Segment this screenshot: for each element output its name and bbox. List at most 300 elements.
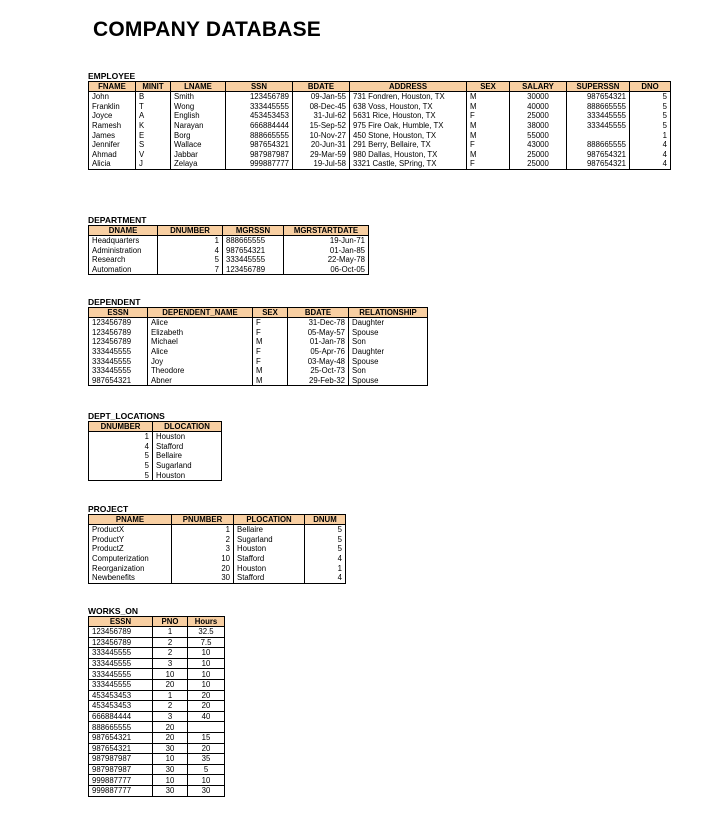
table-cell: Elizabeth — [148, 328, 253, 338]
table-cell: 4 — [305, 554, 346, 564]
table-cell: Joy — [148, 356, 253, 366]
table-cell: 333445555 — [567, 111, 630, 121]
table-cell: 10 — [188, 648, 225, 659]
table-row — [89, 121, 671, 131]
project-table — [88, 514, 346, 584]
table-cell — [188, 722, 225, 733]
table-cell: 03-May-48 — [288, 356, 349, 366]
table-cell: K — [136, 121, 171, 131]
table-cell: A — [136, 111, 171, 121]
dependent-section — [88, 297, 428, 386]
table-cell: 888665555 — [226, 130, 293, 140]
table-cell: V — [136, 150, 171, 160]
table-cell: 333445555 — [89, 648, 153, 659]
table-cell: 08-Dec-45 — [293, 102, 350, 112]
table-cell: 999887777 — [89, 775, 153, 786]
project-section — [88, 504, 346, 584]
table-cell: M — [467, 92, 510, 102]
table-cell: 20 — [172, 563, 234, 573]
column-header: PLOCATION — [234, 515, 305, 525]
table-row — [89, 732, 225, 743]
column-header: BDATE — [288, 308, 349, 318]
table-cell: 333445555 — [89, 679, 153, 690]
table-cell: 5 — [89, 461, 153, 471]
table-row — [89, 356, 428, 366]
department-table — [88, 225, 369, 275]
table-cell: 999887777 — [89, 785, 153, 796]
table-cell: 888665555 — [567, 140, 630, 150]
table-cell: 2 — [153, 648, 188, 659]
table-cell: 987654321 — [567, 150, 630, 160]
table-cell: 2 — [153, 701, 188, 712]
table-cell: 123456789 — [89, 637, 153, 648]
table-cell: 30 — [172, 573, 234, 583]
table-cell: Alicia — [89, 159, 136, 169]
project-caption: PROJECT — [88, 504, 129, 514]
table-cell: J — [136, 159, 171, 169]
column-header: SEX — [253, 308, 288, 318]
table-row — [89, 318, 428, 328]
table-cell: 38000 — [510, 121, 567, 131]
column-header: PNO — [153, 617, 188, 627]
table-row — [89, 658, 225, 669]
table-cell: 888665555 — [89, 722, 153, 733]
table-cell: 1 — [153, 690, 188, 701]
column-header: DNUM — [305, 515, 346, 525]
table-row — [89, 140, 671, 150]
table-cell: 30000 — [510, 92, 567, 102]
table-row — [89, 754, 225, 765]
table-row — [89, 573, 346, 583]
table-cell: ProductX — [89, 525, 172, 535]
employee-section — [88, 71, 671, 170]
table-row — [89, 111, 671, 121]
table-cell: 888665555 — [223, 236, 284, 246]
table-cell: 333445555 — [567, 121, 630, 131]
table-cell: M — [467, 150, 510, 160]
table-cell: 333445555 — [226, 102, 293, 112]
table-cell: M — [467, 121, 510, 131]
table-cell: 5631 Rice, Houston, TX — [350, 111, 467, 121]
table-cell: F — [253, 347, 288, 357]
table-row — [89, 347, 428, 357]
table-cell: 3 — [172, 544, 234, 554]
table-cell: Spouse — [349, 328, 428, 338]
table-cell: 987987987 — [226, 150, 293, 160]
table-cell: 123456789 — [223, 265, 284, 275]
table-cell: 30 — [153, 785, 188, 796]
table-row — [89, 701, 225, 712]
table-row — [89, 337, 428, 347]
table-cell: 1 — [305, 563, 346, 573]
column-header: PNUMBER — [172, 515, 234, 525]
table-cell: 123456789 — [89, 328, 148, 338]
works-on-section — [88, 606, 225, 797]
table-cell: Stafford — [153, 442, 222, 452]
table-cell: 20 — [153, 722, 188, 733]
table-cell: Franklin — [89, 102, 136, 112]
table-cell: 987654321 — [223, 246, 284, 256]
table-cell: Alice — [148, 318, 253, 328]
table-cell: English — [171, 111, 226, 121]
table-cell: 5 — [305, 535, 346, 545]
table-row — [89, 679, 225, 690]
table-cell: Stafford — [234, 554, 305, 564]
table-cell: Borg — [171, 130, 226, 140]
table-cell: 5 — [305, 525, 346, 535]
table-cell: 10 — [153, 775, 188, 786]
column-header: SSN — [226, 82, 293, 92]
table-cell: 975 Fire Oak, Humble, TX — [350, 121, 467, 131]
table-cell: 01-Jan-85 — [284, 246, 369, 256]
table-cell: 10-Nov-27 — [293, 130, 350, 140]
table-row — [89, 92, 671, 102]
table-row — [89, 150, 671, 160]
table-cell: 40000 — [510, 102, 567, 112]
column-header: RELATIONSHIP — [349, 308, 428, 318]
employee-caption: EMPLOYEE — [88, 71, 136, 81]
table-cell: Bellaire — [234, 525, 305, 535]
works-on-caption: WORKS_ON — [88, 606, 139, 616]
table-cell: 30 — [153, 764, 188, 775]
table-cell: Newbenefits — [89, 573, 172, 583]
table-row — [89, 470, 222, 480]
table-cell: 123456789 — [226, 92, 293, 102]
table-row — [89, 627, 225, 638]
table-row — [89, 775, 225, 786]
table-cell: E — [136, 130, 171, 140]
table-cell: John — [89, 92, 136, 102]
table-cell: 40 — [188, 711, 225, 722]
table-row — [89, 690, 225, 701]
table-cell: 1 — [153, 627, 188, 638]
table-row — [89, 366, 428, 376]
table-cell: Headquarters — [89, 236, 158, 246]
table-cell: Wallace — [171, 140, 226, 150]
table-cell: 333445555 — [89, 669, 153, 680]
table-cell: 19-Jun-71 — [284, 236, 369, 246]
table-row — [89, 722, 225, 733]
column-header: MGRSSN — [223, 226, 284, 236]
employee-table — [88, 81, 671, 170]
column-header: BDATE — [293, 82, 350, 92]
table-cell: 01-Jan-78 — [288, 337, 349, 347]
table-cell: 31-Dec-78 — [288, 318, 349, 328]
table-cell: 31-Jul-62 — [293, 111, 350, 121]
table-cell: F — [467, 140, 510, 150]
table-row — [89, 535, 346, 545]
table-cell: 20 — [153, 679, 188, 690]
table-cell: 333445555 — [89, 658, 153, 669]
table-cell: 7 — [158, 265, 223, 275]
table-cell: 10 — [188, 658, 225, 669]
table-cell: 10 — [153, 754, 188, 765]
column-header: DEPENDENT_NAME — [148, 308, 253, 318]
table-row — [89, 432, 222, 442]
table-cell: James — [89, 130, 136, 140]
table-cell: Houston — [234, 563, 305, 573]
column-header: MGRSTARTDATE — [284, 226, 369, 236]
table-cell: 25-Oct-73 — [288, 366, 349, 376]
table-cell: 2 — [172, 535, 234, 545]
table-cell: F — [253, 328, 288, 338]
table-cell: Narayan — [171, 121, 226, 131]
column-header: ESSN — [89, 308, 148, 318]
table-cell: Zelaya — [171, 159, 226, 169]
table-cell: Theodore — [148, 366, 253, 376]
table-cell: T — [136, 102, 171, 112]
table-cell: M — [467, 130, 510, 140]
column-header: MINIT — [136, 82, 171, 92]
table-cell: M — [253, 376, 288, 386]
table-cell: 55000 — [510, 130, 567, 140]
table-cell: 888665555 — [567, 102, 630, 112]
table-cell: Abner — [148, 376, 253, 386]
table-cell: 22-May-78 — [284, 255, 369, 265]
table-cell: 453453453 — [89, 690, 153, 701]
column-header: DLOCATION — [153, 422, 222, 432]
table-cell: 10 — [188, 775, 225, 786]
table-cell: 450 Stone, Houston, TX — [350, 130, 467, 140]
table-cell: 4 — [630, 150, 671, 160]
table-cell: F — [467, 111, 510, 121]
table-cell: Jennifer — [89, 140, 136, 150]
table-cell: Son — [349, 366, 428, 376]
table-cell: 987987987 — [89, 754, 153, 765]
table-row — [89, 461, 222, 471]
table-cell: 5 — [89, 451, 153, 461]
table-cell: 638 Voss, Houston, TX — [350, 102, 467, 112]
table-cell: 666884444 — [89, 711, 153, 722]
table-cell: 123456789 — [89, 318, 148, 328]
table-cell: 35 — [188, 754, 225, 765]
column-header: SUPERSSN — [567, 82, 630, 92]
works-on-table — [88, 616, 225, 797]
table-row — [89, 544, 346, 554]
table-cell: 5 — [630, 92, 671, 102]
table-cell: 987654321 — [89, 743, 153, 754]
table-row — [89, 669, 225, 680]
table-row — [89, 102, 671, 112]
table-cell: 10 — [172, 554, 234, 564]
table-cell: 05-Apr-76 — [288, 347, 349, 357]
table-cell: 123456789 — [89, 337, 148, 347]
table-cell: Sugarland — [234, 535, 305, 545]
department-caption: DEPARTMENT — [88, 215, 147, 225]
table-cell: 987654321 — [567, 92, 630, 102]
table-cell: 987987987 — [89, 764, 153, 775]
table-cell: Sugarland — [153, 461, 222, 471]
table-row — [89, 265, 369, 275]
table-cell: 1 — [172, 525, 234, 535]
dependent-caption: DEPENDENT — [88, 297, 141, 307]
dependent-table — [88, 307, 428, 386]
table-cell: Wong — [171, 102, 226, 112]
department-section — [88, 215, 369, 275]
table-row — [89, 743, 225, 754]
table-cell: 5 — [630, 111, 671, 121]
table-row — [89, 442, 222, 452]
table-cell: 5 — [305, 544, 346, 554]
table-cell: Stafford — [234, 573, 305, 583]
table-cell: Houston — [153, 470, 222, 480]
table-cell: Daughter — [349, 347, 428, 357]
table-cell: S — [136, 140, 171, 150]
table-cell: 4 — [158, 246, 223, 256]
table-cell: 987654321 — [567, 159, 630, 169]
table-cell: Computerization — [89, 554, 172, 564]
table-cell: 4 — [630, 159, 671, 169]
table-cell: Ahmad — [89, 150, 136, 160]
table-cell: 291 Berry, Bellaire, TX — [350, 140, 467, 150]
table-row — [89, 648, 225, 659]
table-cell: 3321 Castle, SPring, TX — [350, 159, 467, 169]
table-cell: 333445555 — [89, 347, 148, 357]
table-row — [89, 637, 225, 648]
table-cell: 4 — [89, 442, 153, 452]
dept-locations-caption: DEPT_LOCATIONS — [88, 411, 165, 421]
table-cell: Ramesh — [89, 121, 136, 131]
table-cell: 32.5 — [188, 627, 225, 638]
table-cell: Joyce — [89, 111, 136, 121]
table-row — [89, 785, 225, 796]
table-cell: Administration — [89, 246, 158, 256]
table-cell: M — [253, 366, 288, 376]
page-title: COMPANY DATABASE — [93, 18, 321, 41]
table-cell: 19-Jul-58 — [293, 159, 350, 169]
table-row — [89, 554, 346, 564]
table-cell: 3 — [153, 711, 188, 722]
table-row — [89, 563, 346, 573]
table-cell: Michael — [148, 337, 253, 347]
table-cell: M — [467, 102, 510, 112]
table-cell: 15 — [188, 732, 225, 743]
table-cell: B — [136, 92, 171, 102]
table-cell: ProductZ — [89, 544, 172, 554]
table-cell: Smith — [171, 92, 226, 102]
table-cell: 10 — [153, 669, 188, 680]
table-cell: 5 — [158, 255, 223, 265]
table-cell: 15-Sep-52 — [293, 121, 350, 131]
table-cell: 43000 — [510, 140, 567, 150]
table-cell: 999887777 — [226, 159, 293, 169]
table-cell: 4 — [630, 140, 671, 150]
table-cell: 333445555 — [223, 255, 284, 265]
column-header: Hours — [188, 617, 225, 627]
table-cell: M — [253, 337, 288, 347]
table-row — [89, 711, 225, 722]
table-row — [89, 764, 225, 775]
table-cell: 980 Dallas, Houston, TX — [350, 150, 467, 160]
table-cell: F — [253, 318, 288, 328]
column-header: SALARY — [510, 82, 567, 92]
table-row — [89, 246, 369, 256]
table-cell: 25000 — [510, 150, 567, 160]
table-row — [89, 255, 369, 265]
table-cell: Houston — [153, 432, 222, 442]
table-cell: Spouse — [349, 376, 428, 386]
column-header: ESSN — [89, 617, 153, 627]
table-cell: Research — [89, 255, 158, 265]
table-cell: Bellaire — [153, 451, 222, 461]
column-header: SEX — [467, 82, 510, 92]
table-cell: Automation — [89, 265, 158, 275]
table-cell: 30 — [188, 785, 225, 796]
table-row — [89, 328, 428, 338]
table-cell: Reorganization — [89, 563, 172, 573]
dept-locations-section — [88, 411, 222, 481]
table-cell: 666884444 — [226, 121, 293, 131]
table-cell: 20 — [188, 701, 225, 712]
table-cell: Son — [349, 337, 428, 347]
table-cell: 06-Oct-05 — [284, 265, 369, 275]
table-row — [89, 525, 346, 535]
table-cell: 731 Fondren, Houston, TX — [350, 92, 467, 102]
table-cell: 1 — [158, 236, 223, 246]
table-cell: F — [467, 159, 510, 169]
table-cell: ProductY — [89, 535, 172, 545]
column-header: FNAME — [89, 82, 136, 92]
table-row — [89, 376, 428, 386]
table-cell: 123456789 — [89, 627, 153, 638]
table-cell: Houston — [234, 544, 305, 554]
table-cell: 20-Jun-31 — [293, 140, 350, 150]
table-cell: 20 — [188, 743, 225, 754]
table-cell: 1 — [89, 432, 153, 442]
column-header: LNAME — [171, 82, 226, 92]
table-cell: 987654321 — [89, 732, 153, 743]
table-cell: 20 — [188, 690, 225, 701]
table-cell: 30 — [153, 743, 188, 754]
table-cell: 5 — [630, 102, 671, 112]
column-header: DNO — [630, 82, 671, 92]
table-row — [89, 451, 222, 461]
table-cell: Spouse — [349, 356, 428, 366]
table-cell: Alice — [148, 347, 253, 357]
column-header: DNUMBER — [89, 422, 153, 432]
table-cell: 25000 — [510, 159, 567, 169]
column-header: DNUMBER — [158, 226, 223, 236]
table-cell: F — [253, 356, 288, 366]
table-cell: 333445555 — [89, 366, 148, 376]
table-cell: 5 — [89, 470, 153, 480]
table-cell: 453453453 — [89, 701, 153, 712]
dept-locations-table — [88, 421, 222, 481]
table-cell: 29-Mar-59 — [293, 150, 350, 160]
table-cell: 09-Jan-55 — [293, 92, 350, 102]
table-cell: 05-May-57 — [288, 328, 349, 338]
table-cell: 5 — [188, 764, 225, 775]
table-cell: 7.5 — [188, 637, 225, 648]
table-cell: 1 — [630, 130, 671, 140]
table-cell — [567, 130, 630, 140]
table-cell: 987654321 — [226, 140, 293, 150]
table-cell: 2 — [153, 637, 188, 648]
table-cell: 5 — [630, 121, 671, 131]
table-cell: 29-Feb-32 — [288, 376, 349, 386]
table-cell: Daughter — [349, 318, 428, 328]
table-cell: 25000 — [510, 111, 567, 121]
table-cell: Jabbar — [171, 150, 226, 160]
table-cell: 453453453 — [226, 111, 293, 121]
column-header: ADDRESS — [350, 82, 467, 92]
column-header: PNAME — [89, 515, 172, 525]
table-cell: 4 — [305, 573, 346, 583]
table-row — [89, 159, 671, 169]
table-cell: 20 — [153, 732, 188, 743]
table-cell: 3 — [153, 658, 188, 669]
table-row — [89, 130, 671, 140]
